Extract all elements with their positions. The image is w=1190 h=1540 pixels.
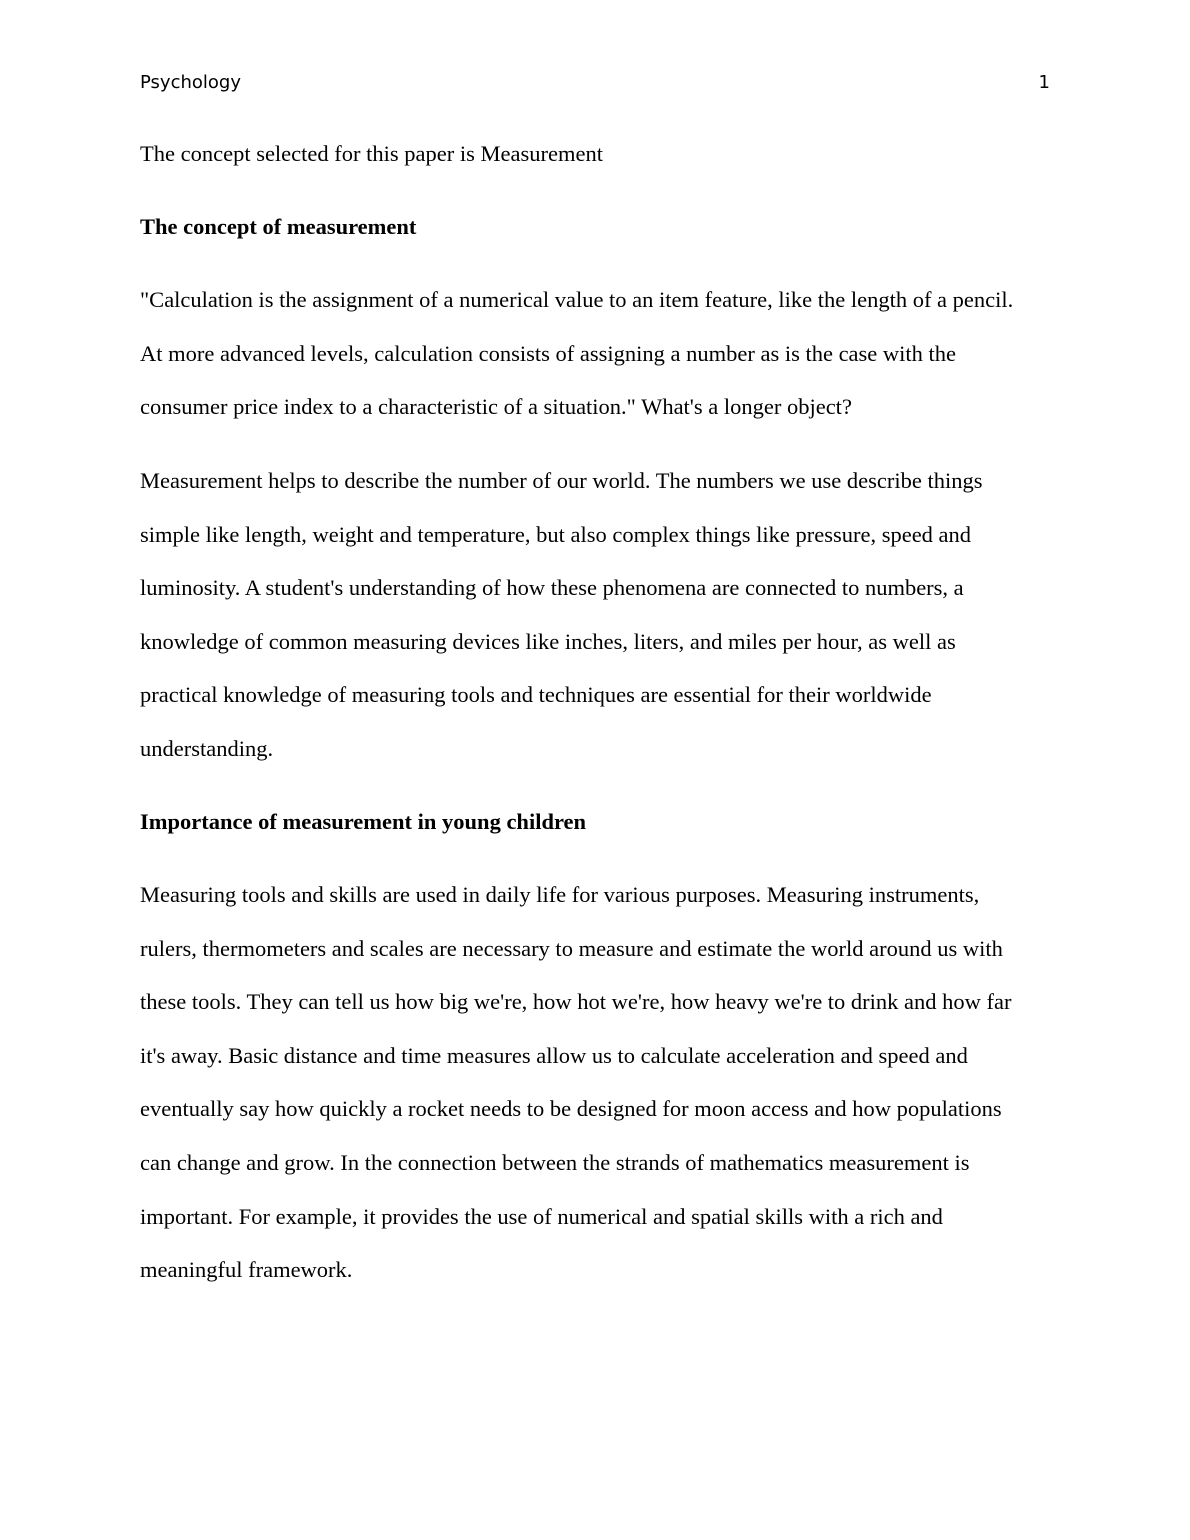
paragraph-measuring-tools bbox=[140, 868, 1050, 1297]
paragraph-measurement-helps bbox=[140, 454, 1050, 776]
paragraph-line: important. For example, it provides the use of numerical and spatial skills with a rich and bbox=[140, 1203, 943, 1229]
section-heading-importance: Importance of measurement in young children bbox=[140, 809, 587, 834]
paragraph-line: understanding. bbox=[140, 735, 274, 761]
paragraph-line: Measurement helps to describe the number of our world. The numbers we use describe things bbox=[140, 468, 983, 493]
paragraph-line: consumer price index to a characteristic of a situation." What's a longer object? bbox=[140, 394, 852, 420]
paragraph-calculation bbox=[140, 273, 1050, 434]
paragraph-line: simple like length, weight and temperature, but also complex things like pressure, speed and bbox=[140, 521, 972, 547]
paragraph-line: these tools. They can tell us how big we're, how hot we're, how heavy we're to drink and how far bbox=[140, 989, 1012, 1015]
paragraph-line: eventually say how quickly a rocket needs to be designed for moon access and how populations bbox=[140, 1096, 1002, 1122]
intro-sentence: The concept selected for this paper is Measurement bbox=[140, 141, 603, 166]
paragraph-line: knowledge of common measuring devices like inches, liters, and miles per hour, as well as bbox=[140, 628, 956, 654]
paragraph-line: luminosity. A student's understanding of how these phenomena are connected to numbers, a bbox=[140, 575, 964, 601]
section-heading-concept: The concept of measurement bbox=[140, 214, 417, 239]
running-head: Psychology bbox=[140, 72, 241, 93]
paragraph-line: practical knowledge of measuring tools and techniques are essential for their worldwide bbox=[140, 682, 932, 708]
page-number: 1 bbox=[1038, 72, 1050, 93]
paragraph-line: it's away. Basic distance and time measures allow us to calculate acceleration and speed and bbox=[140, 1042, 968, 1068]
paragraph-line: Measuring tools and skills are used in daily life for various purposes. Measuring instruments, bbox=[140, 882, 980, 907]
paragraph-line: "Calculation is the assignment of a numerical value to an item feature, like the length of a pencil. bbox=[140, 287, 1014, 312]
paragraph-line: At more advanced levels, calculation consists of assigning a number as is the case with the bbox=[140, 340, 957, 366]
paragraph-line: rulers, thermometers and scales are necessary to measure and estimate the world around us with bbox=[140, 935, 1003, 961]
paragraph-line: meaningful framework. bbox=[140, 1257, 353, 1283]
paragraph-line: can change and grow. In the connection between the strands of mathematics measurement is bbox=[140, 1149, 970, 1175]
